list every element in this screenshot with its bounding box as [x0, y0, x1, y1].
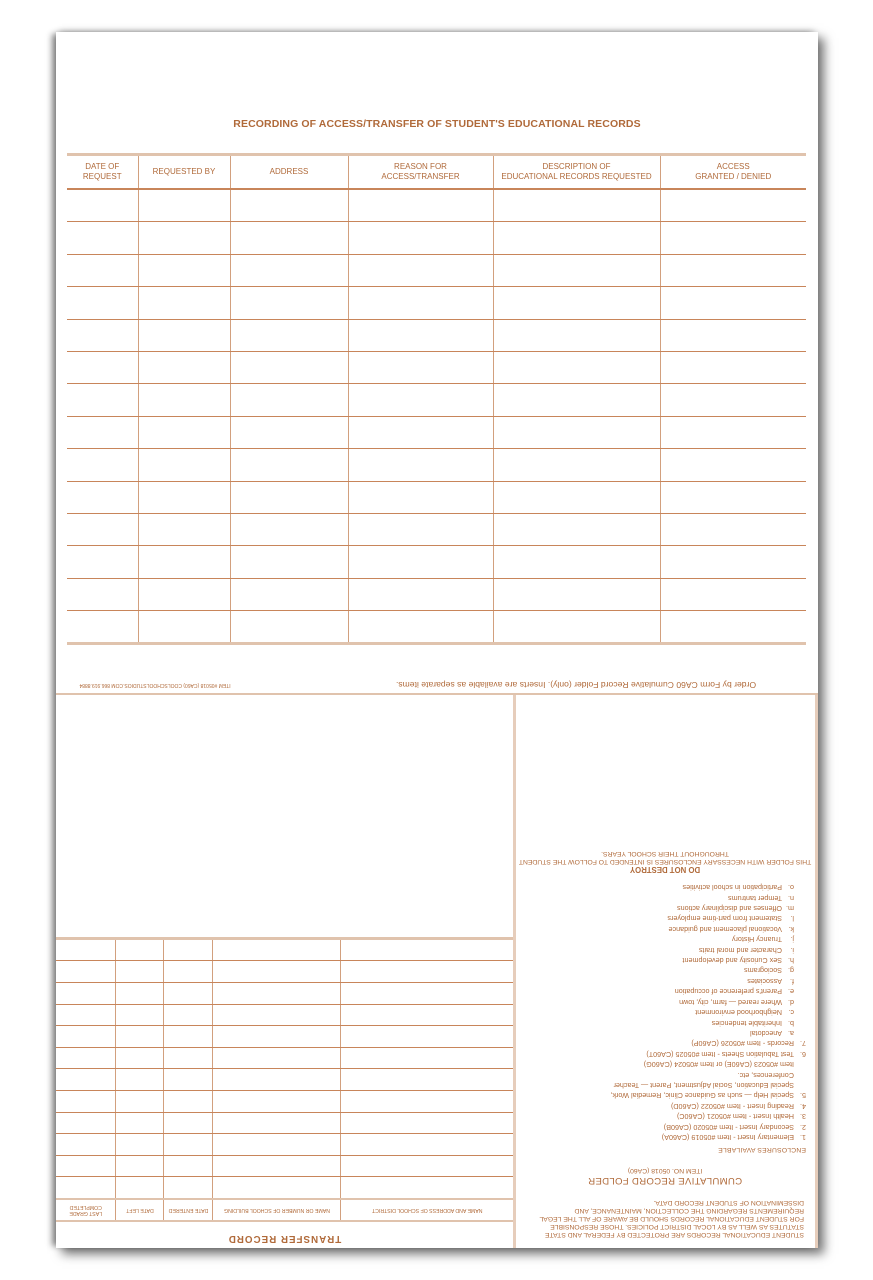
topic-letter: i. — [790, 945, 794, 955]
blank-entry-cell[interactable] — [138, 449, 230, 481]
blank-entry-cell[interactable] — [67, 254, 138, 286]
access-table-row — [67, 222, 806, 254]
blank-entry-cell[interactable] — [230, 254, 348, 286]
blank-entry-cell[interactable] — [493, 254, 660, 286]
form-title: RECORDING OF ACCESS/TRANSFER OF STUDENT'S EDUCATIONAL RECORDS — [233, 118, 641, 130]
blank-entry-cell[interactable] — [138, 189, 230, 222]
access-table-header — [67, 155, 806, 190]
blank-entry-cell[interactable] — [116, 1177, 164, 1199]
col-school-district: NAME AND ADDRESS OF SCHOOL DISTRICT — [341, 1199, 513, 1221]
blank-entry-cell[interactable] — [138, 222, 230, 254]
col-access-granted-denied: ACCESS GRANTED / DENIED — [660, 155, 806, 190]
record-topic-item — [518, 1007, 806, 1017]
fold-line — [56, 693, 818, 695]
transfer-table-row — [56, 1047, 513, 1069]
access-log-table — [67, 153, 806, 645]
enclosure-text: Special Education, Social Adjustment, Parent — Teacher — [613, 1080, 794, 1090]
blank-entry-cell[interactable] — [116, 1091, 164, 1113]
blank-entry-cell[interactable] — [138, 254, 230, 286]
blank-entry-cell[interactable] — [116, 1155, 164, 1177]
blank-entry-cell[interactable] — [493, 351, 660, 383]
blank-entry-cell[interactable] — [348, 578, 493, 610]
transfer-table-row — [56, 983, 513, 1005]
transfer-table-row — [56, 961, 513, 983]
blank-entry-cell[interactable] — [348, 513, 493, 545]
blank-entry-cell[interactable] — [213, 983, 341, 1005]
enclosure-item — [518, 1090, 806, 1100]
blank-entry-cell[interactable] — [116, 1004, 164, 1026]
blank-entry-cell[interactable] — [213, 938, 341, 961]
transfer-table-row — [56, 1004, 513, 1026]
record-topic-item — [518, 892, 806, 902]
blank-entry-cell[interactable] — [230, 578, 348, 610]
access-table-row — [67, 351, 806, 383]
enclosure-number: 2. — [800, 1122, 806, 1132]
enclosure-item — [518, 1048, 806, 1058]
record-topic-item — [518, 996, 806, 1006]
topic-text: Vocational placement and guidance — [668, 924, 782, 934]
col-school-building: NAME OR NUMBER OF SCHOOL BUILDING — [213, 1199, 341, 1221]
footer-order-note: Order by Form CA60 Cumulative Record Folder (only). Inserts are available as separate items. — [395, 680, 757, 690]
record-topic-item — [518, 986, 806, 996]
blank-entry-cell[interactable] — [67, 319, 138, 351]
blank-entry-cell[interactable] — [56, 961, 116, 983]
enclosures-list — [518, 1038, 806, 1142]
transfer-table-row — [56, 1155, 513, 1177]
blank-entry-cell[interactable] — [67, 189, 138, 222]
blank-entry-cell[interactable] — [213, 1177, 341, 1199]
blank-entry-cell[interactable] — [660, 481, 806, 513]
blank-entry-cell[interactable] — [660, 351, 806, 383]
blank-entry-cell[interactable] — [341, 938, 513, 961]
blank-entry-cell[interactable] — [56, 1069, 116, 1091]
record-topic-item — [518, 976, 806, 986]
enclosure-text: Elementary Insert - Item #05019 (CA60A) — [661, 1133, 794, 1142]
blank-entry-cell[interactable] — [493, 449, 660, 481]
blank-entry-cell[interactable] — [348, 319, 493, 351]
blank-entry-cell[interactable] — [348, 611, 493, 644]
blank-entry-cell[interactable] — [213, 961, 341, 983]
blank-entry-cell[interactable] — [213, 1155, 341, 1177]
do-not-destroy-heading: DO NOT DESTROY — [629, 864, 701, 874]
topic-letter: n. — [788, 893, 794, 903]
blank-entry-cell[interactable] — [341, 1047, 513, 1069]
blank-entry-cell[interactable] — [116, 1047, 164, 1069]
topic-letter: m. — [786, 904, 794, 914]
enclosure-number: 5. — [800, 1091, 806, 1101]
access-table-row — [67, 578, 806, 610]
col-date-entered: DATE ENTERED — [164, 1199, 213, 1221]
blank-entry-cell[interactable] — [230, 319, 348, 351]
access-table-row — [67, 384, 806, 416]
blank-entry-cell[interactable] — [348, 351, 493, 383]
blank-entry-cell[interactable] — [348, 254, 493, 286]
blank-entry-cell[interactable] — [164, 1134, 213, 1156]
topic-text: Participation in school activities — [682, 883, 782, 893]
blank-entry-cell[interactable] — [164, 1069, 213, 1091]
blank-entry-cell[interactable] — [138, 384, 230, 416]
blank-entry-cell[interactable] — [116, 938, 164, 961]
blank-entry-cell[interactable] — [493, 287, 660, 319]
blank-entry-cell[interactable] — [230, 611, 348, 644]
blank-entry-cell[interactable] — [164, 1091, 213, 1113]
access-table-row — [67, 189, 806, 222]
blank-entry-cell[interactable] — [213, 1112, 341, 1134]
blank-entry-cell[interactable] — [213, 1134, 341, 1156]
blank-entry-cell[interactable] — [116, 1026, 164, 1048]
topic-letter: b. — [788, 1018, 794, 1028]
blank-entry-cell[interactable] — [348, 416, 493, 448]
blank-entry-cell[interactable] — [341, 1177, 513, 1199]
blank-entry-cell[interactable] — [56, 983, 116, 1005]
blank-entry-cell[interactable] — [56, 1026, 116, 1048]
enclosure-text: Item #05023 (CA60E) or Item #05024 (CA60G) — [643, 1060, 794, 1070]
topic-letter: l. — [790, 914, 794, 924]
blank-entry-cell[interactable] — [660, 222, 806, 254]
topic-letter: c. — [788, 1008, 794, 1018]
transfer-table-row — [56, 938, 513, 961]
blank-entry-cell[interactable] — [164, 938, 213, 961]
blank-entry-cell[interactable] — [341, 1069, 513, 1091]
enclosure-item — [518, 1121, 806, 1131]
blank-entry-cell[interactable] — [164, 1112, 213, 1134]
enclosure-text: Reading Insert - Item #05022 (CA60D) — [670, 1101, 794, 1111]
blank-entry-cell[interactable] — [164, 1047, 213, 1069]
blank-entry-cell[interactable] — [213, 1004, 341, 1026]
access-table-row — [67, 546, 806, 578]
blank-entry-cell[interactable] — [660, 578, 806, 610]
blank-entry-cell[interactable] — [164, 1004, 213, 1026]
enclosure-text: Records - Item #05026 (CA60P) — [691, 1039, 794, 1049]
blank-entry-cell[interactable] — [660, 254, 806, 286]
blank-entry-cell[interactable] — [213, 1047, 341, 1069]
record-topic-item — [518, 1028, 806, 1038]
blank-entry-cell[interactable] — [660, 449, 806, 481]
blank-entry-cell[interactable] — [230, 546, 348, 578]
blank-entry-cell[interactable] — [213, 1069, 341, 1091]
record-topics-list — [518, 882, 806, 1038]
record-topic-item — [518, 934, 806, 944]
topic-text: Statement from part-time employers — [667, 914, 782, 924]
blank-entry-cell[interactable] — [348, 384, 493, 416]
record-topic-item — [518, 965, 806, 975]
access-table-body — [67, 189, 806, 644]
blank-entry-cell[interactable] — [164, 1177, 213, 1199]
access-table-row — [67, 513, 806, 545]
transfer-table-body — [56, 938, 513, 1199]
enclosure-item — [518, 1059, 806, 1069]
blank-entry-cell[interactable] — [660, 513, 806, 545]
access-table-row — [67, 254, 806, 286]
transfer-table-row — [56, 1026, 513, 1048]
col-date-left: DATE LEFT — [116, 1199, 164, 1221]
access-table-row — [67, 611, 806, 644]
record-topic-item — [518, 903, 806, 913]
blank-entry-cell[interactable] — [138, 416, 230, 448]
blank-entry-cell[interactable] — [493, 222, 660, 254]
blank-entry-cell[interactable] — [230, 189, 348, 222]
form-page — [56, 32, 818, 1248]
blank-entry-cell[interactable] — [493, 189, 660, 222]
blank-entry-cell[interactable] — [348, 481, 493, 513]
blank-entry-cell[interactable] — [348, 546, 493, 578]
do-not-destroy-text: THIS FOLDER WITH NECESSARY ENCLOSURES IS INTENDED TO FOLLOW THE STUDENT THROUGHOUT THEIR SCHOOL YEARS. — [518, 849, 812, 865]
blank-entry-cell[interactable] — [348, 449, 493, 481]
blank-entry-cell[interactable] — [493, 384, 660, 416]
col-last-grade: LAST GRADE COMPLETED — [56, 1199, 116, 1221]
blank-entry-cell[interactable] — [116, 983, 164, 1005]
blank-entry-cell[interactable] — [341, 1026, 513, 1048]
folder-title: CUMULATIVE RECORD FOLDER — [587, 1175, 743, 1186]
enclosure-number: 4. — [800, 1101, 806, 1111]
col-description: DESCRIPTION OF EDUCATIONAL RECORDS REQUESTED — [493, 155, 660, 190]
blank-entry-cell[interactable] — [493, 319, 660, 351]
blank-entry-cell[interactable] — [493, 481, 660, 513]
blank-entry-cell[interactable] — [164, 983, 213, 1005]
blank-entry-cell[interactable] — [493, 611, 660, 644]
col-date-of-request: DATE OF REQUEST — [67, 155, 138, 190]
record-topic-item — [518, 1017, 806, 1027]
blank-entry-cell[interactable] — [341, 961, 513, 983]
transfer-table-row — [56, 1112, 513, 1134]
transfer-table-row — [56, 1091, 513, 1113]
enclosure-text: Test Tabulation Sheets - Item #05025 (CA60T) — [646, 1049, 794, 1059]
record-topic-item — [518, 944, 806, 954]
blank-entry-cell[interactable] — [493, 546, 660, 578]
blank-entry-cell[interactable] — [348, 287, 493, 319]
blank-entry-cell[interactable] — [67, 481, 138, 513]
transfer-table-header — [56, 1199, 513, 1221]
access-table-row — [67, 319, 806, 351]
topic-letter: a. — [788, 1028, 794, 1038]
blank-entry-cell[interactable] — [56, 1047, 116, 1069]
blank-entry-cell[interactable] — [660, 611, 806, 644]
enclosure-item — [518, 1038, 806, 1048]
blank-entry-cell[interactable] — [56, 1004, 116, 1026]
blank-entry-cell[interactable] — [164, 1026, 213, 1048]
footer-item-number: ITEM #05018 (CA60) COOLSCHOOLSTUDIOS.COM 866.919.8884 — [79, 682, 231, 688]
blank-entry-cell[interactable] — [341, 1004, 513, 1026]
legal-notice: STUDENT EDUCATIONAL RECORDS ARE PROTECTED BY FEDERAL AND STATE STATUTES AS WELL AS BY LOCAL DISTRICT POLICIES. THOSE RESPONSIBLE FOR STUDENT EDUCATIONAL RECORDS SHOULD BE AWARE OF ALL THE LEGAL REQUIREMENTS REGARDING THE COLLECTION, MAINTENANCE, AND DISSEMINATION OF STUDENT RECORD DATA. — [539, 1199, 804, 1238]
blank-entry-cell[interactable] — [230, 513, 348, 545]
enclosure-item — [518, 1069, 806, 1079]
col-address: ADDRESS — [230, 155, 348, 190]
blank-entry-cell[interactable] — [164, 961, 213, 983]
topic-letter: g. — [788, 966, 794, 976]
topic-letter: e. — [788, 987, 794, 997]
transfer-table-row — [56, 1134, 513, 1156]
blank-entry-cell[interactable] — [230, 351, 348, 383]
blank-entry-cell[interactable] — [230, 481, 348, 513]
blank-entry-cell[interactable] — [341, 1112, 513, 1134]
blank-entry-cell[interactable] — [138, 546, 230, 578]
blank-entry-cell[interactable] — [116, 1134, 164, 1156]
blank-entry-cell[interactable] — [56, 1091, 116, 1113]
blank-entry-cell[interactable] — [138, 319, 230, 351]
blank-entry-cell[interactable] — [164, 1155, 213, 1177]
col-reason: REASON FOR ACCESS/TRANSFER — [348, 155, 493, 190]
blank-entry-cell[interactable] — [67, 416, 138, 448]
topic-letter: k. — [788, 924, 794, 934]
blank-entry-cell[interactable] — [660, 416, 806, 448]
transfer-record-table — [56, 937, 513, 1222]
transfer-record-section — [56, 938, 513, 1248]
blank-entry-cell[interactable] — [660, 319, 806, 351]
blank-entry-cell[interactable] — [230, 449, 348, 481]
topic-text: Sex Curiosity and development — [682, 956, 782, 966]
blank-entry-cell[interactable] — [660, 384, 806, 416]
blank-entry-cell[interactable] — [493, 513, 660, 545]
topic-letter: f. — [790, 976, 794, 986]
topic-letter: d. — [788, 997, 794, 1007]
folder-item-number: ITEM NO. 05018 (CA60) — [627, 1167, 703, 1174]
blank-entry-cell[interactable] — [67, 351, 138, 383]
blank-entry-cell[interactable] — [230, 416, 348, 448]
blank-entry-cell[interactable] — [230, 384, 348, 416]
enclosure-number: 1. — [800, 1133, 806, 1142]
enclosure-item — [518, 1080, 806, 1090]
col-requested-by: REQUESTED BY — [138, 155, 230, 190]
blank-entry-cell[interactable] — [341, 1134, 513, 1156]
topic-text: Truancy History — [731, 935, 782, 945]
blank-entry-cell[interactable] — [116, 1069, 164, 1091]
enclosure-number: 7. — [800, 1039, 806, 1049]
blank-entry-cell[interactable] — [341, 1155, 513, 1177]
blank-entry-cell[interactable] — [56, 1134, 116, 1156]
blank-entry-cell[interactable] — [493, 416, 660, 448]
topic-text: Offenses and disciplinary actions — [677, 904, 782, 914]
enclosure-text: Conferences, etc. — [737, 1070, 794, 1080]
lower-divider — [513, 695, 516, 1248]
enclosure-number: 6. — [800, 1049, 806, 1059]
topic-text: Inheritable tendencies — [711, 1018, 782, 1028]
enclosure-text: Secondary Insert - Item #05020 (CA60B) — [663, 1122, 794, 1132]
blank-entry-cell[interactable] — [138, 578, 230, 610]
record-topic-item — [518, 882, 806, 892]
blank-entry-cell[interactable] — [660, 189, 806, 222]
folder-info-panel — [518, 738, 812, 1238]
enclosure-item — [518, 1132, 806, 1142]
blank-entry-cell[interactable] — [138, 611, 230, 644]
blank-entry-cell[interactable] — [56, 1155, 116, 1177]
blank-entry-cell[interactable] — [116, 961, 164, 983]
transfer-record-title: TRANSFER RECORD — [227, 1233, 342, 1244]
blank-entry-cell[interactable] — [56, 938, 116, 961]
topic-text: Associates — [747, 976, 782, 986]
transfer-table-row — [56, 1069, 513, 1091]
topic-text: Sociograms — [744, 966, 782, 976]
record-topic-item — [518, 923, 806, 933]
topic-text: Character and moral traits — [698, 945, 782, 955]
access-table-row — [67, 449, 806, 481]
access-table-row — [67, 416, 806, 448]
blank-entry-cell[interactable] — [660, 287, 806, 319]
blank-entry-cell[interactable] — [138, 513, 230, 545]
blank-entry-cell[interactable] — [213, 1026, 341, 1048]
blank-entry-cell[interactable] — [138, 481, 230, 513]
blank-entry-cell[interactable] — [341, 1091, 513, 1113]
blank-entry-cell[interactable] — [213, 1091, 341, 1113]
access-table-row — [67, 287, 806, 319]
enclosure-text: Special Help — such as Guidance Clinic, Remedial Work, — [610, 1091, 794, 1101]
blank-entry-cell[interactable] — [67, 611, 138, 644]
access-table-row — [67, 481, 806, 513]
topic-text: Parent's preference of occupation — [674, 987, 782, 997]
blank-entry-cell[interactable] — [67, 546, 138, 578]
blank-entry-cell[interactable] — [67, 578, 138, 610]
blank-entry-cell[interactable] — [348, 189, 493, 222]
blank-entry-cell[interactable] — [56, 1112, 116, 1134]
blank-entry-cell[interactable] — [230, 287, 348, 319]
record-topic-item — [518, 955, 806, 965]
blank-entry-cell[interactable] — [67, 287, 138, 319]
blank-entry-cell[interactable] — [67, 513, 138, 545]
record-topic-item — [518, 913, 806, 923]
blank-entry-cell[interactable] — [660, 546, 806, 578]
enclosure-text: Health Insert - Item #05021 (CA60C) — [676, 1112, 794, 1122]
enclosure-item — [518, 1111, 806, 1121]
blank-entry-cell[interactable] — [341, 983, 513, 1005]
blank-entry-cell[interactable] — [67, 384, 138, 416]
topic-letter: h. — [788, 956, 794, 966]
topic-text: Where reared — farm, city, town — [679, 997, 782, 1007]
blank-entry-cell[interactable] — [116, 1112, 164, 1134]
blank-entry-cell[interactable] — [348, 222, 493, 254]
enclosure-number: 3. — [800, 1112, 806, 1122]
enclosures-title: ENCLOSURES AVAILABLE — [718, 1146, 806, 1153]
transfer-table-row — [56, 1177, 513, 1199]
enclosure-item — [518, 1100, 806, 1110]
topic-text: Neighborhood environment — [695, 1008, 782, 1018]
blank-entry-cell[interactable] — [56, 1177, 116, 1199]
topic-text: Temper tantrums — [728, 893, 782, 903]
lower-right-edge — [815, 695, 818, 1248]
blank-entry-cell[interactable] — [230, 222, 348, 254]
topic-letter: j. — [790, 935, 794, 945]
topic-text: Anecdotal — [750, 1028, 782, 1038]
topic-letter: o. — [788, 883, 794, 893]
blank-entry-cell[interactable] — [138, 351, 230, 383]
blank-entry-cell[interactable] — [138, 287, 230, 319]
blank-entry-cell[interactable] — [67, 449, 138, 481]
blank-entry-cell[interactable] — [67, 222, 138, 254]
blank-entry-cell[interactable] — [493, 578, 660, 610]
